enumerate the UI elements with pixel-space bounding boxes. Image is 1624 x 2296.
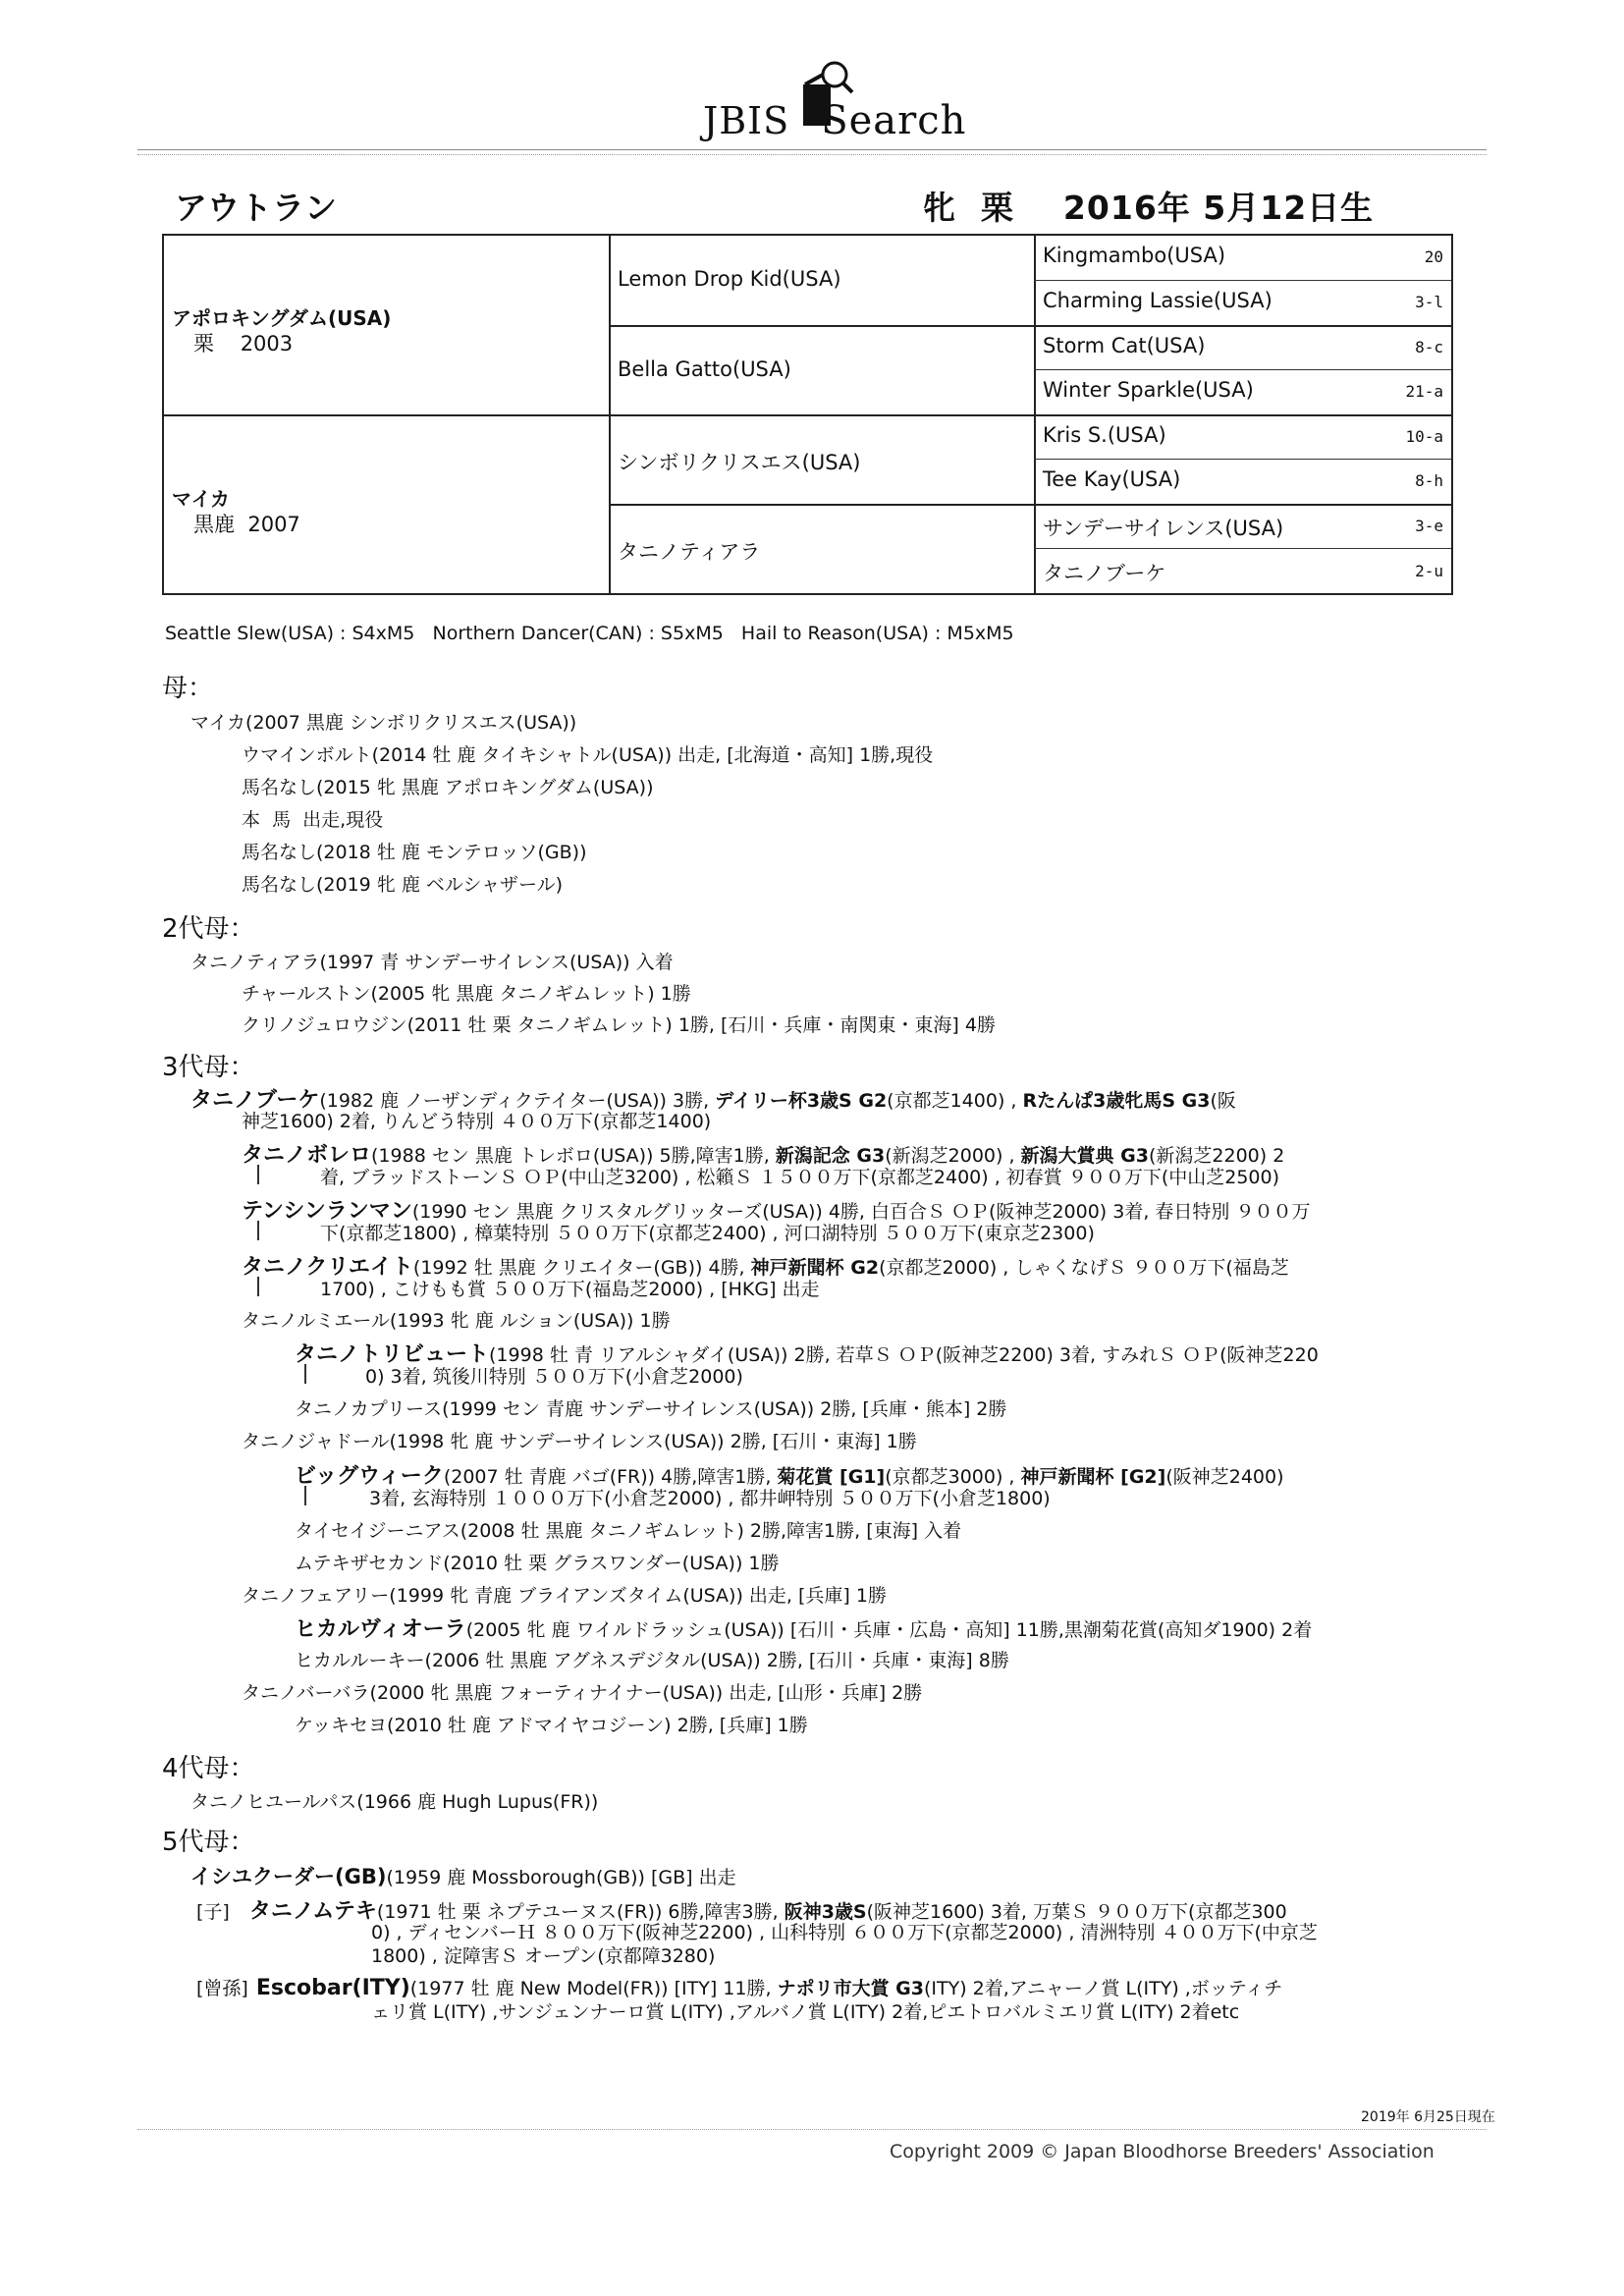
footer-rule xyxy=(137,2129,1487,2130)
tree-connector xyxy=(304,1486,306,1505)
as-of-date: 2019年 6月25日現在 xyxy=(1361,2109,1495,2125)
pedigree-family-code: 20 xyxy=(1424,247,1443,266)
pedigree-gen3: サンデーサイレンス(USA) xyxy=(1043,517,1284,540)
family-line: テンシンランマン(1990 セン 黒鹿 クリスタルグリッターズ(USA)) 4勝, 白百合Ｓ ＯＰ(阪神芝2000) 3着, 春日特別 ９００万 xyxy=(242,1199,1311,1224)
family-line: 下(京都芝1800) , 樟葉特別 ５００万下(京都芝2400) , 河口湖特別 ５００万下(東京芝2300) xyxy=(320,1223,1095,1244)
pedigree-row-divider xyxy=(1034,280,1451,281)
pedigree-gen3: Storm Cat(USA) xyxy=(1043,334,1206,357)
family-line: 馬名なし(2015 牝 黒鹿 アポロキングダム(USA)) xyxy=(242,777,654,798)
pedigree-gen3: タニノブーケ xyxy=(1043,562,1166,585)
family-line: ヒカルルーキー(2006 牡 黒鹿 アグネスデジタル(USA)) 2勝, [石川・兵庫・東海] 8勝 xyxy=(295,1650,1009,1671)
pedigree-gen3: Charming Lassie(USA) xyxy=(1043,289,1272,312)
family-line: 1700) , こけもも賞 ５００万下(福島芝2000) , [HKG] 出走 xyxy=(320,1279,820,1300)
inbreeding-line: Seattle Slew(USA) : S4xM5 Northern Dancer(CAN) : S5xM5 Hail to Reason(USA) : M5xM5 xyxy=(165,623,1014,644)
section-3rd-dam: 3代母： xyxy=(162,1053,255,1082)
header-rule-dotted xyxy=(137,154,1487,155)
family-line: ムテキザセカンド(2010 牡 栗 グラスワンダー(USA)) 1勝 xyxy=(295,1553,780,1574)
pedigree-gen2: Lemon Drop Kid(USA) xyxy=(618,267,841,291)
pedigree-row-divider xyxy=(1034,369,1451,370)
pedigree-row-divider xyxy=(609,325,1451,327)
horse-sex-color-birth: 牝 栗 2016年 5月12日生 xyxy=(923,189,1375,227)
pedigree-dam: マイカ xyxy=(172,487,230,511)
pedigree-gen3: Kingmambo(USA) xyxy=(1043,244,1226,267)
family-line: ェリ賞 L(ITY) ,サンジェンナーロ賞 L(ITY) ,アルバノ賞 L(ITY) 2着,ピエトロバルミエリ賞 L(ITY) 2着etc xyxy=(371,2001,1240,2023)
pedigree-gen3: Tee Kay(USA) xyxy=(1043,467,1181,491)
family-line: タニノボレロ(1988 セン 黒鹿 トレボロ(USA)) 5勝,障害1勝, 新潟記念 G3(新潟芝2000) , 新潟大賞典 G3(新潟芝2200) 2 xyxy=(242,1143,1285,1168)
tree-connector xyxy=(257,1277,259,1296)
family-line: 神芝1600) 2着, りんどう特別 ４００万下(京都芝1400) xyxy=(242,1111,712,1132)
family-line: クリノジュロウジン(2011 牡 栗 タニノギムレット) 1勝, [石川・兵庫・南関東・東海] 4勝 xyxy=(242,1014,996,1036)
family-line: タニノトリビュート(1998 牡 青 リアルシャダイ(USA)) 2勝, 若草Ｓ ＯＰ(阪神芝2200) 3着, すみれＳ ＯＰ(阪神芝220 xyxy=(295,1342,1319,1367)
family-line: タニノクリエイト(1992 牡 黒鹿 クリエイター(GB)) 4勝, 神戸新聞杯 G2(京都芝2000) , しゃくなげＳ ９００万下(福島芝 xyxy=(242,1255,1289,1280)
family-line: タニノルミエール(1993 牝 鹿 ルション(USA)) 1勝 xyxy=(242,1310,671,1332)
family-line: イシユクーダー(GB)(1959 鹿 Mossborough(GB)) [GB] 出走 xyxy=(190,1865,736,1888)
family-line: [子] タニノムテキ(1971 牡 栗 ネプテユーヌス(FR)) 6勝,障害3勝, 阪神3歳S(阪神芝1600) 3着, 万葉Ｓ ９００万下(京都芝300 xyxy=(196,1899,1287,1924)
header-rule xyxy=(137,149,1487,150)
family-line: 0) 3着, 筑後川特別 ５００万下(小倉芝2000) xyxy=(365,1366,743,1388)
family-line: 馬名なし(2018 牡 鹿 モンテロッソ(GB)) xyxy=(242,842,587,863)
section-5th-dam: 5代母： xyxy=(162,1828,255,1857)
pedigree-family-code: 8-h xyxy=(1415,471,1443,490)
family-line: タニノカプリース(1999 セン 青鹿 サンデーサイレンス(USA)) 2勝, [兵庫・熊本] 2勝 xyxy=(295,1398,1007,1420)
pedigree-gen3: Kris S.(USA) xyxy=(1043,423,1166,447)
family-line: 0) , ディセンバーＨ ８００万下(阪神芝2200) , 山科特別 ６００万下(京都芝2000) , 清洲特別 ４００万下(中京芝 xyxy=(371,1922,1318,1943)
pedigree-gen2: タニノティアラ xyxy=(618,540,761,564)
pedigree-family-code: 3-l xyxy=(1415,293,1443,311)
tree-connector xyxy=(257,1221,259,1240)
pedigree-sire-info: 栗 2003 xyxy=(193,332,294,355)
family-line: 着, ブラッドストーンＳ ＯＰ(中山芝3200) , 松籟Ｓ １５００万下(京都芝2400) , 初春賞 ９００万下(中山芝2500) xyxy=(320,1167,1280,1188)
pedigree-dam-info: 黒鹿 2007 xyxy=(193,513,300,536)
tree-connector xyxy=(257,1165,259,1184)
family-line: タイセイジーニアス(2008 牡 黒鹿 タニノギムレット) 2勝,障害1勝, [東海] 入着 xyxy=(295,1520,962,1542)
pedigree-family-code: 2-u xyxy=(1415,562,1443,580)
family-line: 本 馬 出走,現役 xyxy=(242,809,384,831)
section-dam: 母： xyxy=(162,674,214,703)
family-line: タニノティアラ(1997 青 サンデーサイレンス(USA)) 入着 xyxy=(190,952,674,973)
family-line: 1800) , 淀障害Ｓ オープン(京都障3280) xyxy=(371,1945,716,1967)
section-4th-dam: 4代母： xyxy=(162,1754,255,1783)
family-line: ヒカルヴィオーラ(2005 牝 鹿 ワイルドラッシュ(USA)) [石川・兵庫・広島・高知] 11勝,黒潮菊花賞(高知ダ1900) 2着 xyxy=(295,1617,1313,1642)
pedigree-family-code: 21-a xyxy=(1405,382,1443,401)
pedigree-row-divider xyxy=(609,504,1451,506)
family-line: タニノバーバラ(2000 牝 黒鹿 フォーティナイナー(USA)) 出走, [山形・兵庫] 2勝 xyxy=(242,1682,923,1704)
pedigree-family-code: 3-e xyxy=(1415,517,1443,535)
family-line: タニノフェアリー(1999 牝 青鹿 ブライアンズタイム(USA)) 出走, [兵庫] 1勝 xyxy=(242,1585,887,1607)
pedigree-gen2: Bella Gatto(USA) xyxy=(618,357,791,381)
pedigree-row-divider xyxy=(1034,548,1451,549)
pedigree-family-code: 8-c xyxy=(1415,338,1443,356)
pedigree-family-code: 10-a xyxy=(1405,427,1443,446)
section-2nd-dam: 2代母： xyxy=(162,914,255,944)
family-line: 馬名なし(2019 牝 鹿 ベルシャザール) xyxy=(242,874,564,896)
family-line: ビッグウィーク(2007 牡 青鹿 バゴ(FR)) 4勝,障害1勝, 菊花賞 [G1](京都芝3000) , 神戸新聞杯 [G2](阪神芝2400) xyxy=(295,1464,1284,1489)
family-line: マイカ(2007 黒鹿 シンボリクリスエス(USA)) xyxy=(190,712,577,734)
family-line: チャールストン(2005 牝 黒鹿 タニノギムレット) 1勝 xyxy=(242,983,691,1005)
horse-name: アウトラン xyxy=(175,189,337,227)
tree-connector xyxy=(304,1364,306,1384)
family-line: タニノブーケ(1982 鹿 ノーザンディクテイター(USA)) 3勝, デイリー杯3歳S G2(京都芝1400) , Rたんぱ3歳牝馬S G3(阪 xyxy=(190,1088,1236,1113)
family-line: [曾孫] Escobar(ITY)(1977 牡 鹿 New Model(FR)) [ITY] 11勝, ナポリ市大賞 G3(ITY) 2着,アニャーノ賞 L(ITY) ,ボッティチ xyxy=(196,1976,1283,2000)
family-line: タニノジャドール(1998 牝 鹿 サンデーサイレンス(USA)) 2勝, [石川・東海] 1勝 xyxy=(242,1431,917,1452)
pedigree-gen2: シンボリクリスエス(USA) xyxy=(618,451,861,474)
jbis-logo-text: JBIS Search xyxy=(703,98,967,143)
copyright: Copyright 2009 © Japan Bloodhorse Breeders' Association xyxy=(890,2141,1435,2162)
family-line: ケッキセヨ(2010 牡 鹿 アドマイヤコジーン) 2勝, [兵庫] 1勝 xyxy=(295,1715,808,1736)
family-line: ウマインボルト(2014 牡 鹿 タイキシャトル(USA)) 出走, [北海道・高知] 1勝,現役 xyxy=(242,744,934,766)
pedigree-gen3: Winter Sparkle(USA) xyxy=(1043,378,1254,402)
pedigree-sire: アポロキングダム(USA) xyxy=(172,306,392,330)
pedigree-row-divider xyxy=(1034,459,1451,460)
pedigree-row-divider xyxy=(164,414,1451,416)
family-line: 3着, 玄海特別 １０００万下(小倉芝2000) , 都井岬特別 ５００万下(小倉芝1800) xyxy=(369,1488,1051,1509)
family-line: タニノヒユールパス(1966 鹿 Hugh Lupus(FR)) xyxy=(190,1791,599,1813)
pedigree-table xyxy=(162,234,1453,595)
